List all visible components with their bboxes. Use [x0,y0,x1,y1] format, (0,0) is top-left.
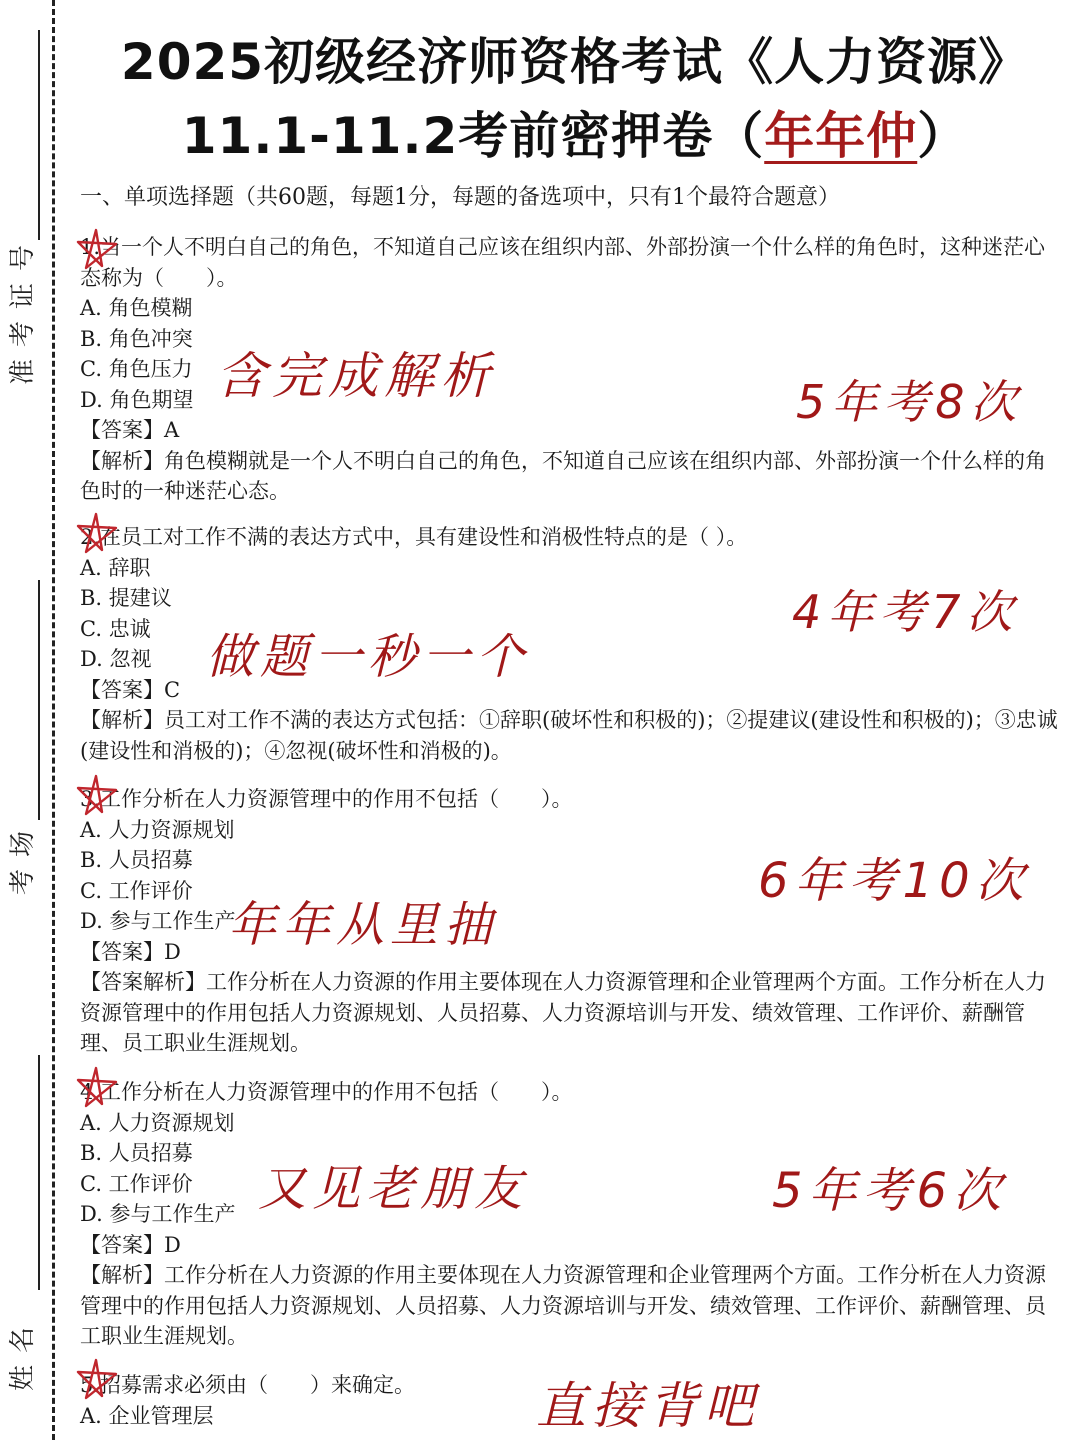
handwritten-note: 直接背吧 [536,1377,760,1435]
question-stem: 1.当一个人不明白自己的角色，不知道自己应该在组织内部、外部扮演一个什么样的角色时，这种迷茫心态称为（ ）。 [80,235,1046,290]
option-b: B. 角色冲突 [80,326,193,351]
option-c: C. 忠诚 [80,616,151,641]
option-c: C. 工作评价 [80,878,193,903]
question-stem: 2.在员工对工作不满的表达方式中，具有建设性和消极性特点的是（ ）。 [80,525,748,549]
option-d: D. 角色期望 [80,387,194,412]
handwritten-frequency: 5年考6次 [772,1163,1008,1219]
answer: 【答案】A [80,418,180,442]
option-a: A. 企业管理层 [80,1403,214,1428]
exam-site-label: 考场 [8,830,38,895]
handwritten-frequency: 5年考8次 [796,375,1023,429]
star-doodle-icon [72,1064,120,1112]
star-doodle-icon [72,1356,120,1404]
question-stem: 3.工作分析在人力资源管理中的作用不包括（ ）。 [80,787,573,811]
handwritten-note: 做题一秒一个 [206,629,531,685]
page-title: 2025初级经济师资格考试《人力资源》 [120,33,1030,91]
handwritten-note: 又见老朋友 [258,1161,529,1217]
option-b: B. 人员招募 [80,1141,193,1165]
subtitle-prefix: 11.1-11.2考前密押卷（ [181,107,765,165]
subtitle-accent: 年年仲 [764,107,918,165]
question-stem: 4.工作分析在人力资源管理中的作用不包括（ ）。 [80,1080,573,1104]
option-c: C. 角色压力 [80,357,193,381]
option-a: A. 人力资源规划 [80,817,235,842]
option-c: C. 工作评价 [80,1171,193,1196]
answer: 【答案】C [80,677,181,702]
option-a: A. 辞职 [80,555,151,580]
page-subtitle [70,96,1080,168]
handwritten-note: 含完成解析 [216,347,496,405]
star-doodle-icon [72,510,120,558]
option-a: A. 角色模糊 [80,296,193,320]
star-doodle-icon [72,226,120,274]
answer: 【答案】D [80,939,181,964]
option-a: A. 人力资源规划 [80,1110,235,1135]
binding-margin [0,0,70,1440]
margin-line [38,30,40,240]
handwritten-frequency: 4年考7次 [792,585,1019,639]
handwritten-frequency: 6年考10次 [758,853,1030,909]
option-b: B. 人员招募 [80,848,193,872]
analysis: 【解析】员工对工作不满的表达方式包括：①辞职(破坏性和积极的)；②提建议(建设性和积极的)；③忠诚(建设性和消极的)；④忽视(破坏性和消极的)。 [80,708,1058,763]
dashed-cut-line [52,0,55,1440]
name-label: 姓名 [8,1326,38,1391]
answer: 【答案】D [80,1232,181,1257]
exam-id-label: 准考证号 [8,244,38,385]
handwritten-note: 年年从里抽 [228,897,499,953]
option-d: D. 参与工作生产 [80,1202,236,1226]
option-d: D. 参与工作生产 [80,909,236,933]
margin-line [38,1055,40,1290]
question-stem: 5.招募需求必须由（ ）来确定。 [80,1373,416,1397]
analysis: 【解析】角色模糊就是一个人不明白自己的角色，不知道自己应该在组织内部、外部扮演一个什么样的角色时的一种迷茫心态。 [80,448,1046,503]
margin-line [38,580,40,820]
option-d: D. 忽视 [80,647,152,671]
option-b: B. 提建议 [80,586,172,610]
analysis: 【答案解析】工作分析在人力资源的作用主要体现在人力资源管理和企业管理两个方面。工作分析在人力资源管理中的作用包括人力资源规划、人员招募、人力资源培训与开发、绩效管理、工作评价、薪酬管理、员工职业生涯规划。 [80,970,1046,1055]
star-doodle-icon [72,772,120,820]
section-header: 一、单项选择题（共60题，每题1分，每题的备选项中，只有1个最符合题意） [80,185,840,210]
analysis: 【解析】工作分析在人力资源的作用主要体现在人力资源管理和企业管理两个方面。工作分析在人力资源管理中的作用包括人力资源规划、人员招募、人力资源培训与开发、绩效管理、工作评价、薪酬管理、员工职业生涯规划。 [80,1263,1046,1348]
subtitle-suffix: ） [917,107,969,165]
